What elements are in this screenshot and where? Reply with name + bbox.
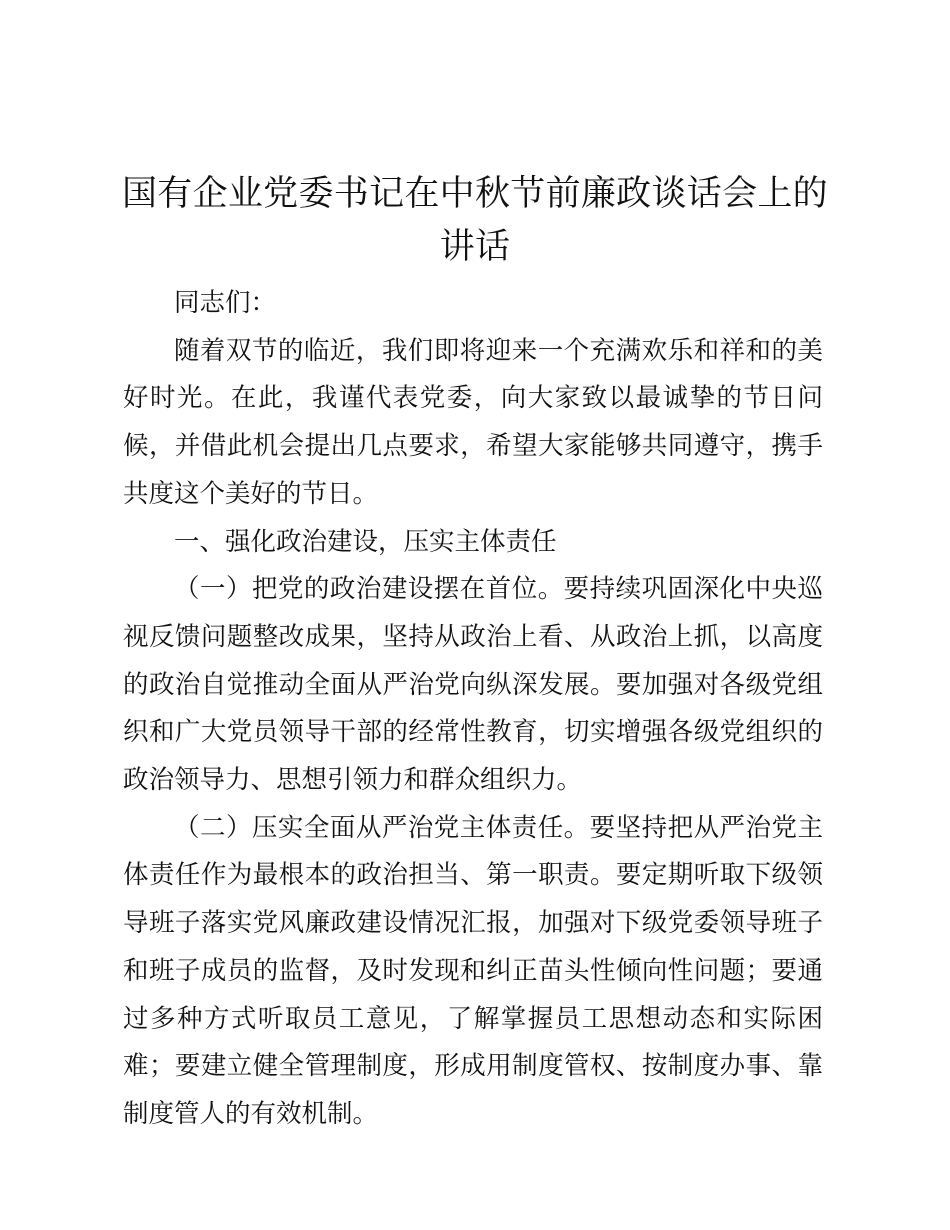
salutation: 同志们： <box>174 288 277 318</box>
document-title: 国有企业党委书记在中秋节前廉政谈话会上的讲话 <box>121 174 828 267</box>
intro-paragraph: 随着双节的临近，我们即将迎来一个充满欢乐和祥和的美好时光。在此，我谨代表党委，向大家致以最诚挚的节日问候，并借此机会提出几点要求，希望大家能够共同遵守，携手共度这个美好的节日。 <box>123 335 823 509</box>
subsection-paragraph-1: （一）把党的政治建设摆在首位。要持续巩固深化中央巡视反馈问题整改成果，坚持从政治上看、从政治上抓，以高度的政治自觉推动全面从严治党向纵深发展。要加强对各级党组织和广大党员领导干部的经常性教育，切实增强各级党组织的政治领导力、思想引领力和群众组织力。 <box>123 574 823 796</box>
document-body <box>123 280 823 1139</box>
section-heading-1: 一、强化政治建设，压实主体责任 <box>174 526 557 557</box>
subsection-paragraph-2: （二）压实全面从严治党主体责任。要坚持把从严治党主体责任作为最根本的政治担当、第一职责。要定期听取下级领导班子落实党风廉政建设情况汇报，加强对下级党委领导班子和班子成员的监督，及时发现和纠正苗头性倾向性问题；要通过多种方式听取员工意见，了解掌握员工思想动态和实际困难；要建立健全管理制度，形成用制度管权、按制度办事、靠制度管人的有效机制。 <box>123 812 823 1129</box>
